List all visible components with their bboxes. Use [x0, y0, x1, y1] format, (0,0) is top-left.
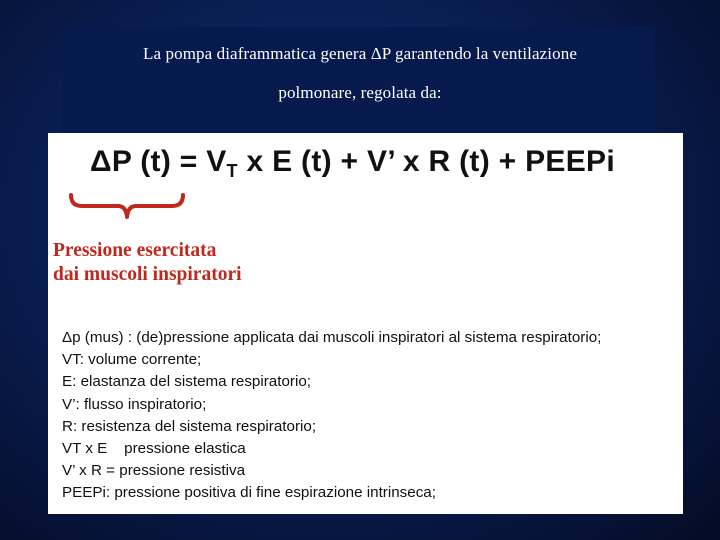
muscle-pressure-caption [53, 239, 242, 287]
definition-item: VT x E pressione elastica [62, 440, 246, 458]
caption-line-2: dai muscoli inspiratori [53, 264, 242, 285]
caption-line-1: Pressione esercitata [53, 240, 217, 261]
slide-title-line-1: La pompa diaframmatica genera ΔP garantendo la ventilazione [143, 44, 577, 63]
definition-item: V’: flusso inspiratorio; [62, 395, 207, 413]
slide-title-line-2: polmonare, regolata da: [278, 83, 442, 102]
red-brace-icon [68, 193, 188, 233]
definition-item: R: resistenza del sistema respiratorio; [62, 417, 317, 435]
definition-item: E: elastanza del sistema respiratorio; [62, 373, 312, 391]
definition-item: VT: volume corrente; [62, 351, 202, 369]
equation-vt: $V_T$ [206, 145, 238, 181]
definitions-list [62, 327, 601, 505]
definition-item: V’ x R = pressione resistiva [62, 462, 246, 480]
equation-rhs: x E (t) + V’ x R (t) + PEEPi [237, 145, 615, 178]
equation [90, 145, 615, 182]
definition-item: Δp (mus) : (de)pressione applicata dai muscoli inspiratori al sistema respiratorio; [62, 329, 602, 346]
equation-lhs: ΔP (t) = [90, 145, 207, 178]
formula-panel [48, 133, 683, 514]
definition-item: PEEPi: pressione positiva di fine espirazione intrinseca; [62, 484, 436, 502]
